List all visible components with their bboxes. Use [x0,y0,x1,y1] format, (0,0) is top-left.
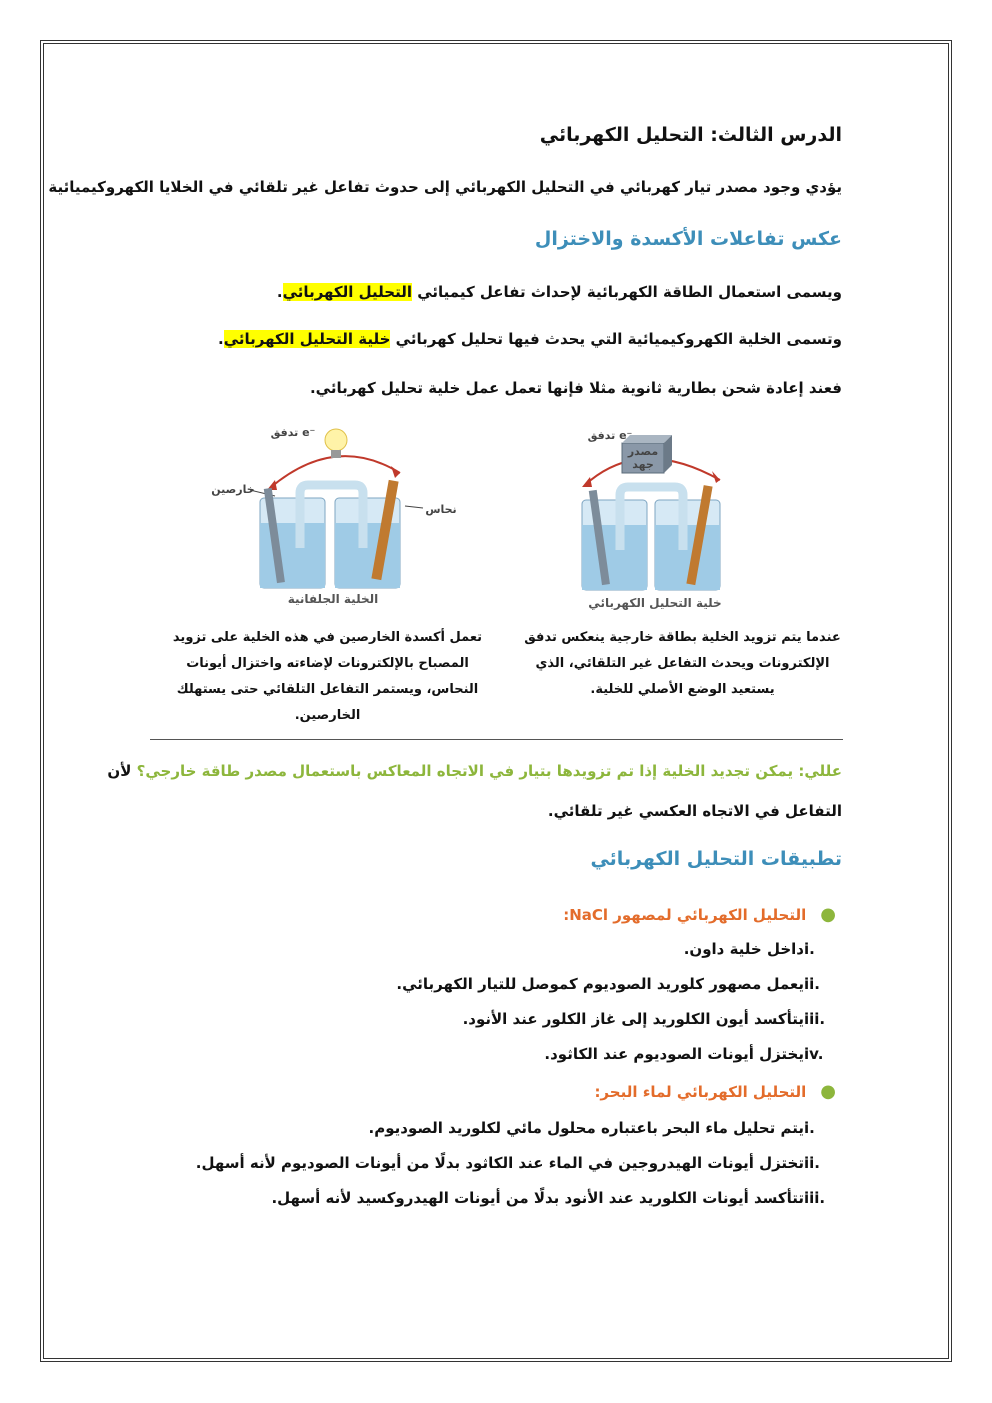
list-number: iv. [804,1045,824,1063]
para1-text: ويسمى استعمال الطاقة الكهربائية لإحداث تفاعل كيميائي [412,283,842,301]
list-number: iii. [804,1010,826,1028]
reason-question-line [107,762,842,780]
bullet-molten-nacl [563,904,836,925]
electrolytic-cell-figure [570,425,740,615]
para2-end: . [217,330,224,348]
electrolytic-cell-caption: خلية التحليل الكهربائي [588,596,722,610]
list-number: ii. [804,975,820,993]
section-heading-redox: عكس تفاعلات الأكسدة والاختزال [534,228,842,250]
galvanic-cell-figure [205,418,465,608]
galvanic-cell-description: تعمل أكسدة الخارصين في هذه الخلية على تزويد المصباح بالإلكترونات لإضاءته واختزال أيونات النحاس، ويستمر التفاعل التلقائي حتى يستهلك الخارصين. [172,630,483,723]
list-number: iii. [804,1189,826,1207]
flow-label: تدفق e⁻ [587,429,633,442]
bullet-dot: ● [820,1081,836,1102]
intro-paragraph: يؤدي وجود مصدر تيار كهربائي في التحليل الكهربائي إلى حدوث تفاعل غير تلقائي في الخلايا الكهروكيميائية [48,178,842,196]
para2-text: وتسمى الخلية الكهروكيميائية التي يحدث فيها تحليل كهربائي [390,330,842,348]
reason-answer-start: لأن [107,762,137,780]
highlight-electrolytic-cell: خلية التحليل الكهربائي [223,330,391,348]
copper-pointer-line [405,506,423,508]
list-item [142,1119,842,1137]
copper-label: نحاس [425,503,457,516]
lesson-title: الدرس الثالث: التحليل الكهربائي [539,124,842,146]
bullet-dot: ● [820,904,836,925]
list-text: يتأكسد أيون الكلوريد إلى غاز الكلور عند الأنود. [462,1010,804,1028]
paragraph-cell-definition [218,330,842,348]
list-number: i. [804,1119,815,1137]
flow-label: تدفق e⁻ [270,426,316,439]
list-item [142,975,842,993]
list-number: ii. [804,1154,820,1172]
paragraph-battery-recharge: فعند إعادة شحن بطارية ثانوية مثلا فإنها تعمل عمل خلية تحليل كهربائي. [309,379,842,397]
list-text: داخل خلية داون. [683,940,804,958]
list-text: تتأكسد أيونات الكلوريد عند الأنود بدلًا من أيونات الهيدروكسيد لأنه أسهل. [271,1189,804,1207]
list-number: i. [804,940,815,958]
section-divider [150,739,843,740]
list-text: تختزل أيونات الهيدروجين في الماء عند الكاثود بدلًا من أيونات الصوديوم لأنه أسهل. [195,1154,804,1172]
list-item [142,1010,842,1028]
solution-left [582,525,647,590]
bullet-seawater-text: التحليل الكهربائي لماء البحر: [594,1083,807,1101]
solution-left [260,523,325,588]
arrowhead-left [582,477,592,487]
bullet-molten-nacl-text: التحليل الكهربائي لمصهور NaCl: [563,906,807,924]
list-text: يتم تحليل ماء البحر باعتباره محلول مائي لكلوريد الصوديوم. [368,1119,804,1137]
paragraph-electrolysis-definition [277,283,842,301]
reason-question: عللي: يمكن تجديد الخلية إذا تم تزويدها بتيار في الاتجاه المعاكس باستعمال مصدر طاقة خارجي؟ [136,762,842,780]
light-bulb-icon [325,429,347,451]
arrowhead-right [391,466,400,478]
bullet-seawater [594,1081,836,1102]
para1-end: . [276,283,283,301]
source-label-1: مصدر [627,445,659,458]
highlight-electrolysis: التحليل الكهربائي [282,283,412,301]
list-text: يعمل مصهور كلوريد الصوديوم كموصل للتيار الكهربائي. [396,975,804,993]
source-label-2: جهد [632,458,654,471]
galvanic-cell-caption: الخلية الجلفانية [287,592,379,606]
list-item [142,940,842,958]
section-heading-applications: تطبيقات التحليل الكهربائي [590,848,842,870]
reason-answer: التفاعل في الاتجاه العكسي غير تلقائي. [547,802,842,820]
list-item [142,1154,842,1172]
zinc-label: خارصين [211,483,255,496]
list-item [142,1045,842,1063]
list-text: يختزل أيونات الصوديوم عند الكاثود. [544,1045,804,1063]
electrolytic-cell-description: عندما يتم تزويد الخلية بطاقة خارجية ينعكس تدفق الإلكترونات ويحدث التفاعل غير التلقائي، الذي يستعيد الوضع الأصلي للخلية. [524,630,841,697]
bulb-base [331,450,341,458]
list-item [142,1189,842,1207]
